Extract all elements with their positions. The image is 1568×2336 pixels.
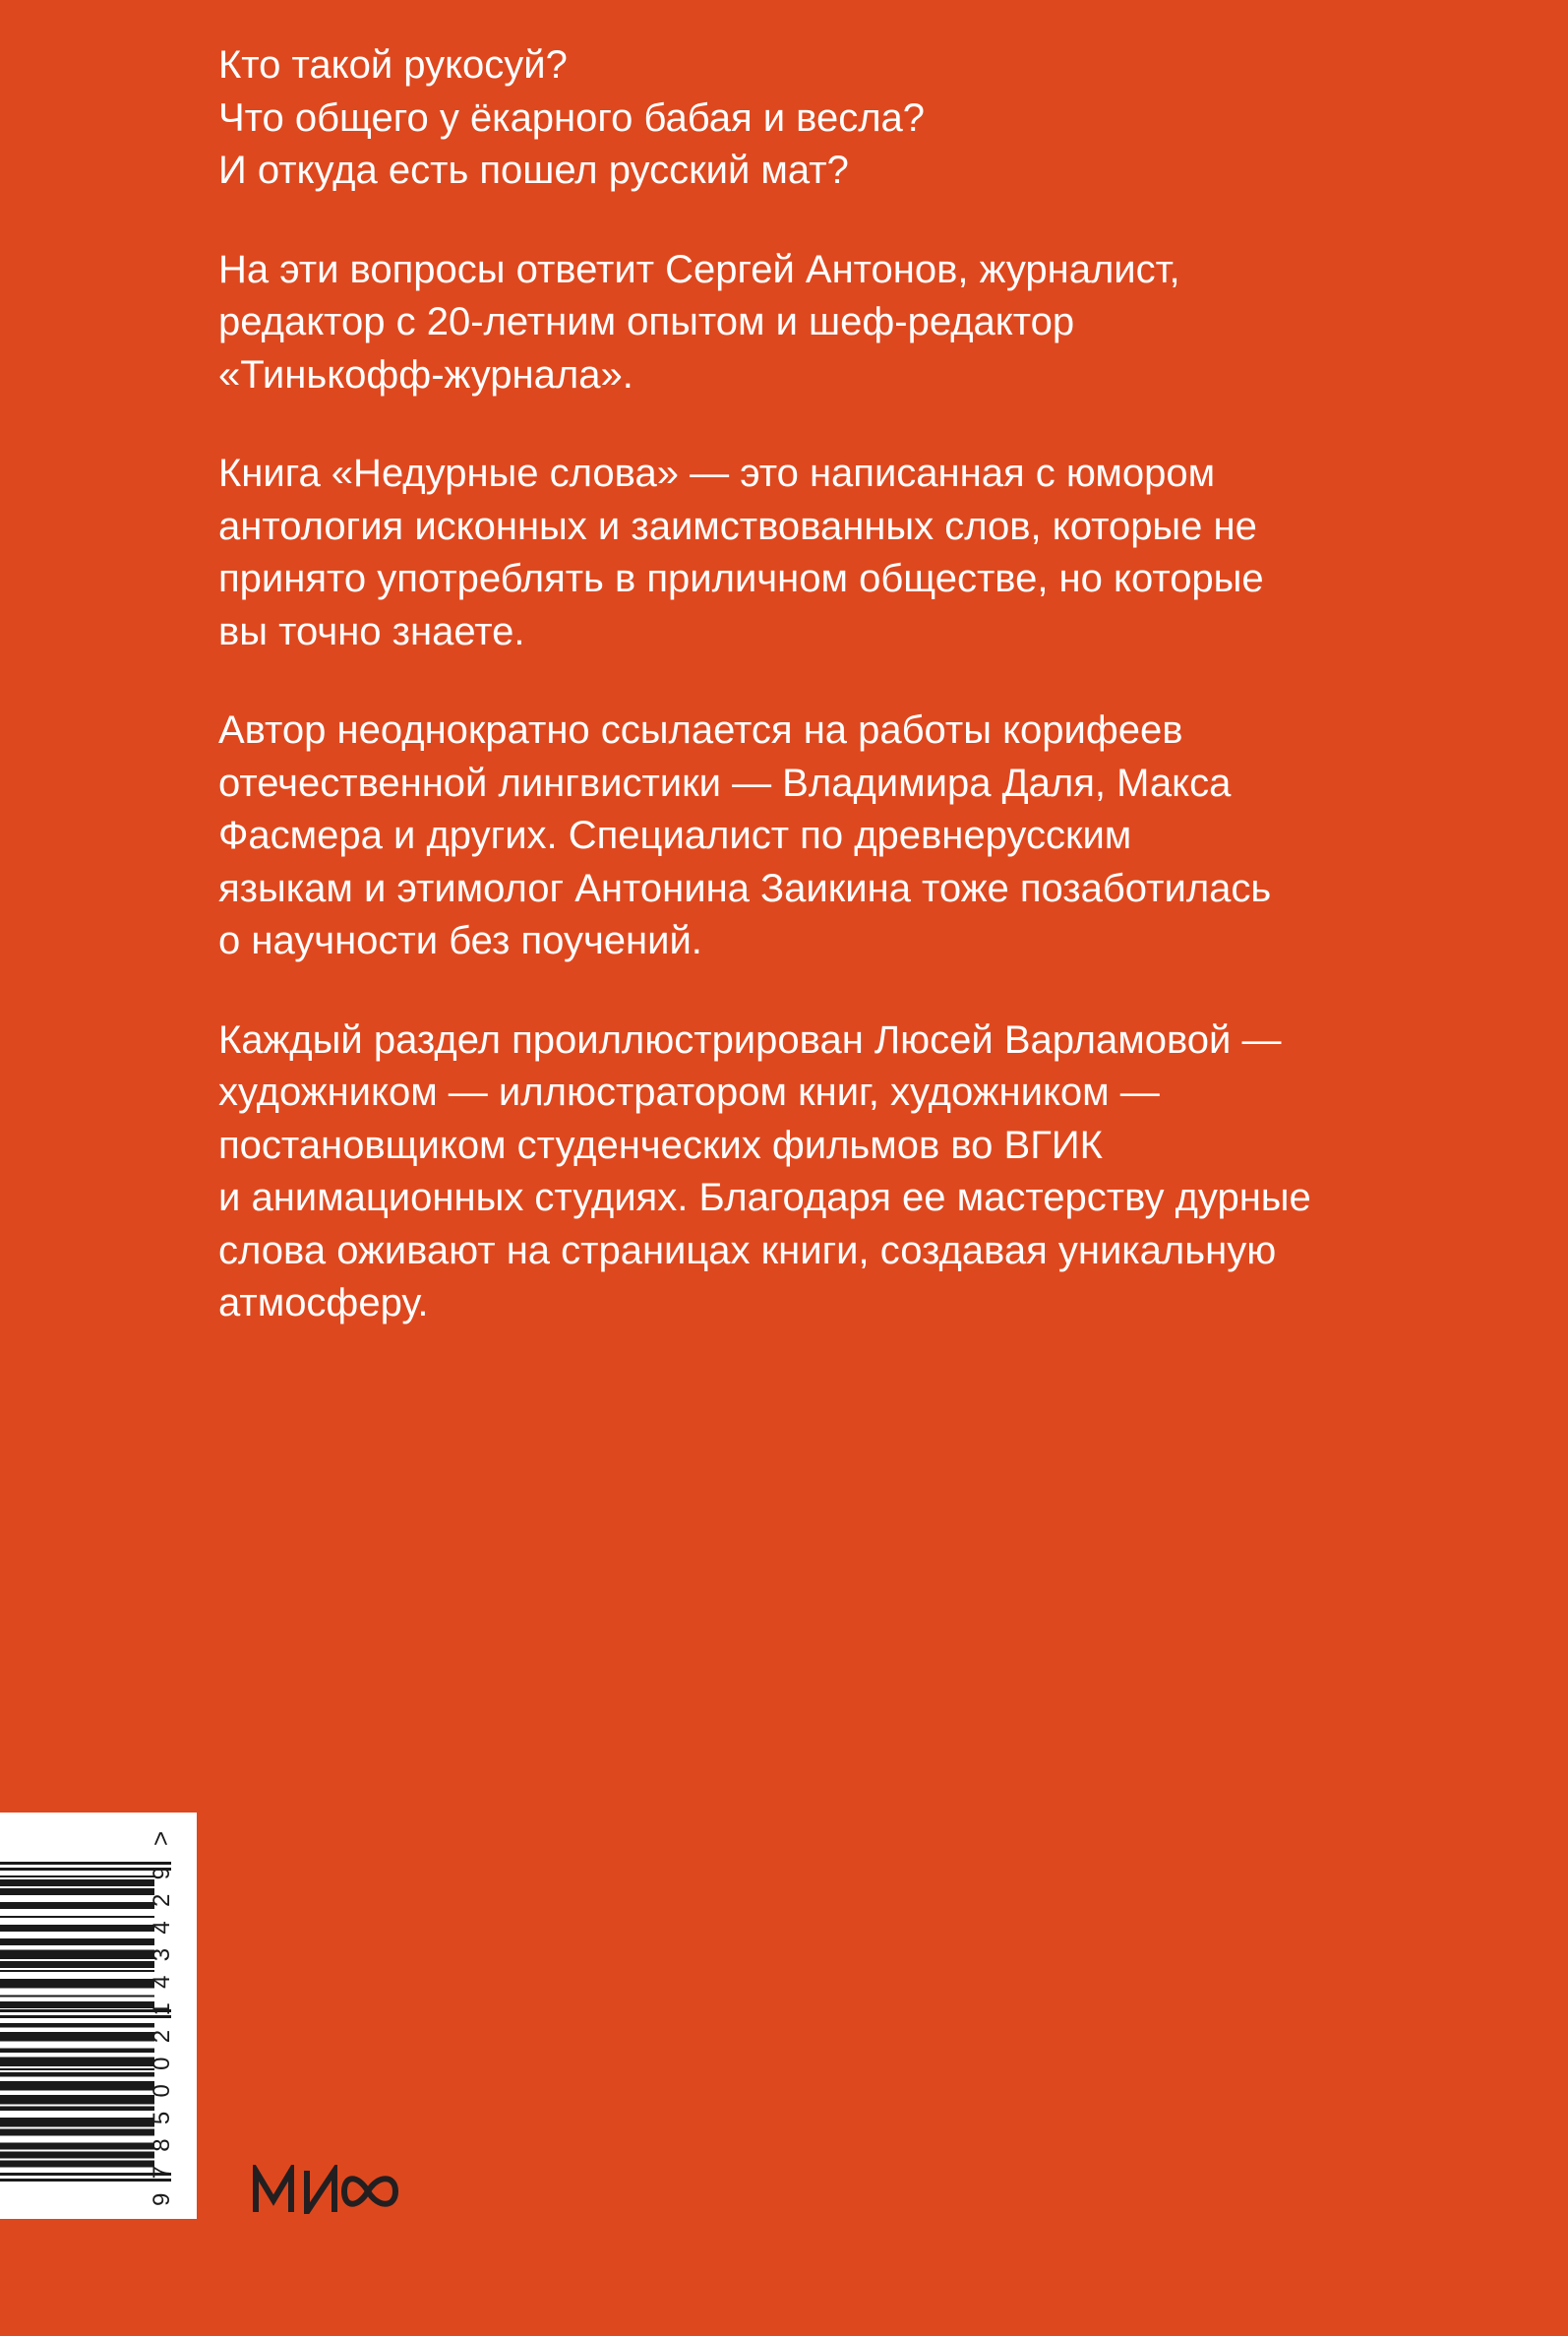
- text-line: редактор с 20-летним опытом и шеф-редактор: [218, 300, 1075, 343]
- paragraph: [218, 448, 1311, 658]
- barcode-bar: [0, 1902, 154, 1909]
- barcode-bar: [0, 2023, 154, 2028]
- barcode-bar: [0, 1879, 154, 1886]
- text-line: Книга «Недурные слова» — это написанная с юмором: [218, 452, 1216, 495]
- barcode-bar: [0, 1970, 154, 1972]
- barcode-guard-bar: [0, 2179, 171, 2182]
- barcode-bars: [0, 1813, 197, 2219]
- barcode-bar: [0, 1888, 154, 1895]
- text-line: И откуда есть пошел русский мат?: [218, 149, 849, 192]
- text-line: постановщиком студенческих фильмов во ВГИК: [218, 1123, 1103, 1167]
- text-line: Что общего у ёкарного бабая и весла?: [218, 95, 926, 140]
- text-line: о научности без поучений.: [218, 919, 702, 962]
- barcode-guard-bar: [0, 2009, 171, 2012]
- barcode-bar: [0, 1875, 154, 1877]
- barcode-bar: [0, 2058, 154, 2067]
- barcode-bar: [0, 2161, 154, 2168]
- text-line: отечественной лингвистики — Владимира Даля, Макса: [218, 761, 1232, 805]
- barcode-bar: [0, 2081, 154, 2091]
- paragraph: [218, 244, 1311, 402]
- paragraph: [218, 1014, 1311, 1330]
- barcode-bar: [0, 2107, 154, 2112]
- text-line: художником — иллюстратором книг, художником —: [218, 1071, 1160, 1114]
- barcode-guard-bar: [0, 1862, 171, 1865]
- text-line: Фасмера и других. Специалист по древнерусским: [218, 814, 1132, 857]
- text-line: Автор неоднократно ссылается на работы корифеев: [218, 708, 1183, 752]
- text-line: атмосферу.: [218, 1281, 429, 1324]
- publisher-logo: [252, 2165, 409, 2225]
- barcode-guard-bar: [0, 2015, 171, 2018]
- barcode-guard-bar: [0, 2173, 171, 2176]
- text-line: слова оживают на страницах книги, создавая уникальную: [218, 1228, 1277, 1272]
- text-line: антология исконных и заимствованных слов, которые не: [218, 504, 1257, 548]
- barcode-bar: [0, 1925, 154, 1932]
- barcode-bar: [0, 2095, 154, 2105]
- barcode-bar: [0, 1916, 154, 1918]
- barcode-bar: [0, 2001, 154, 2008]
- barcode-bar: [0, 2072, 154, 2077]
- barcode-bar: [0, 2118, 154, 2127]
- barcode-guard-bar: [0, 1868, 171, 1871]
- text-line: принято употреблять в приличном обществе, но которые: [218, 557, 1264, 600]
- barcode-bar: [0, 2049, 154, 2054]
- barcode-bar: [0, 2032, 154, 2042]
- text-line: «Тинькофф-журнала».: [218, 352, 633, 397]
- barcode-bar: [0, 2068, 154, 2070]
- text-line: и анимационных студиях. Благодаря ее мастерству дурные: [218, 1176, 1311, 1219]
- barcode-bar: [0, 1996, 154, 1998]
- paragraph: [218, 39, 1311, 198]
- isbn-digits: 9785002143429: [149, 1867, 175, 2206]
- back-cover-text: [218, 39, 1311, 1377]
- text-line: Каждый раздел проиллюстрирован Люсей Варламовой —: [218, 1017, 1282, 1062]
- barcode-bar: [0, 2143, 154, 2150]
- isbn-barcode: [0, 1813, 197, 2219]
- paragraph: [218, 705, 1311, 968]
- quiet-zone-arrow-icon: >: [146, 1830, 175, 1846]
- barcode-bar: [0, 1961, 154, 1968]
- text-line: языкам и этимолог Антонина Заикина тоже позаботилась: [218, 866, 1272, 910]
- text-line: Кто такой рукосуй?: [218, 43, 568, 87]
- barcode-bar: [0, 2152, 154, 2159]
- barcode-bar: [0, 2129, 154, 2136]
- barcode-bar: [0, 1938, 154, 1945]
- mif-logo-icon: [252, 2165, 409, 2214]
- text-line: На эти вопросы ответит Сергей Антонов, журналист,: [218, 247, 1180, 291]
- barcode-bar: [0, 1950, 154, 1960]
- barcode-bar: [0, 1979, 154, 1989]
- text-line: вы точно знаете.: [218, 609, 525, 653]
